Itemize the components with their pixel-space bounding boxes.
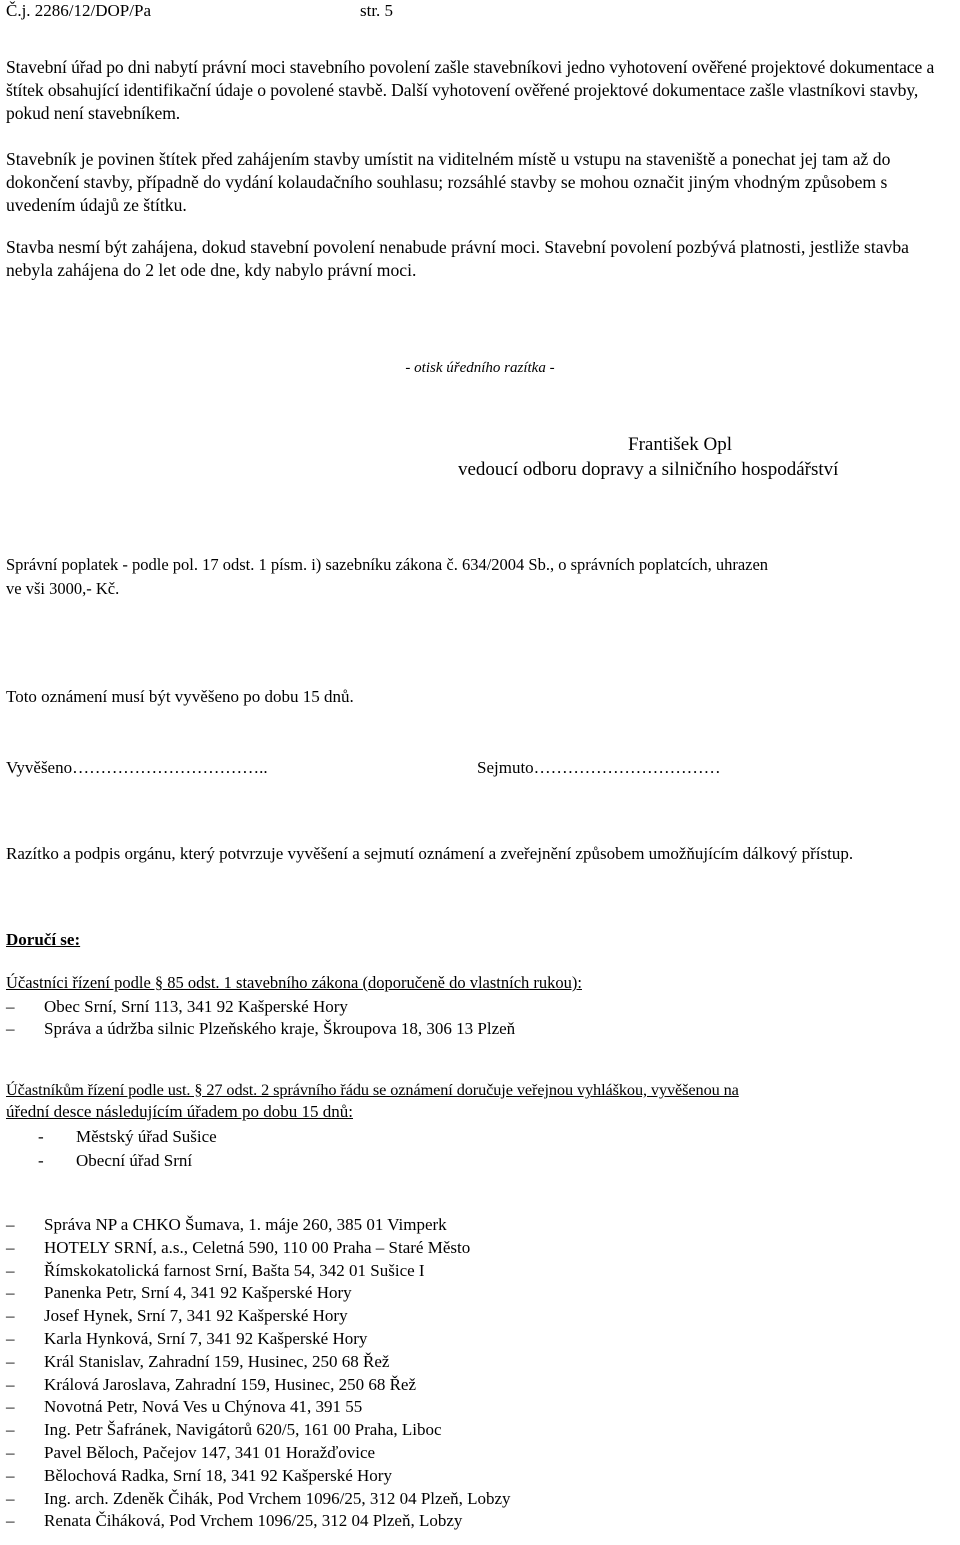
recipient-item: – Králová Jaroslava, Zahradní 159, Husinec, 250 68 Řež: [6, 1374, 416, 1394]
dash-marker: –: [6, 1237, 15, 1257]
signatory-name: František Opl: [628, 434, 732, 455]
recipient-item: – Josef Hynek, Srní 7, 341 92 Kašperské Hory: [6, 1306, 348, 1326]
office-item: - Obecní úřad Srní: [38, 1151, 193, 1170]
dash-marker: –: [6, 1443, 15, 1462]
recipient-item: – Král Stanislav, Zahradní 159, Husinec, 250 68 Řež: [6, 1351, 390, 1371]
dash-marker: –: [6, 1511, 15, 1531]
paragraph-2: Stavebník je povinen štítek před zahájením stavby umístit na viditelném místě u vstupu na staveniště a ponechat jej tam až do dokončení stavby, případně do vydání kolaudačního souhlasu; rozsáhlé stavby se mohou označit jiným vhodným způsobem s uvedením údajů ze štítku.: [6, 149, 891, 215]
recipient-item: – Bělochová Radka, Srní 18, 341 92 Kašperské Hory: [6, 1465, 392, 1485]
dash-marker: –: [6, 1397, 15, 1417]
public-notice-heading-2: úřední desce následujícím úřadem po dobu 15 dnů:: [6, 1102, 353, 1121]
stamp-note: - otisk úředního razítka -: [405, 360, 555, 376]
recipient-item: – Pavel Běloch, Pačejov 147, 341 01 Horažďovice: [6, 1443, 376, 1462]
fee-line-2: ve vši 3000,- Kč.: [6, 579, 120, 598]
dash-marker: –: [6, 1283, 15, 1303]
posting-stamp-text: Razítko a podpis orgánu, který potvrzuje vyvěšení a sejmutí oznámení a zveřejnění způsobem umožňujícím dálkový přístup.: [6, 844, 854, 863]
recipient-item: – Ing. Petr Šafránek, Navigátorů 620/5, 161 00 Praha, Liboc: [6, 1420, 442, 1440]
dash-marker: –: [6, 1351, 15, 1371]
recipient-item: – Správa NP a CHKO Šumava, 1. máje 260, 385 01 Vimperk: [6, 1215, 447, 1234]
dash-marker: –: [6, 1488, 15, 1508]
dash-marker: –: [6, 1329, 15, 1348]
recipient-item: – Římskokatolická farnost Srní, Bašta 54, 342 01 Sušice I: [6, 1260, 425, 1280]
participant-item: – Obec Srní, Srní 113, 341 92 Kašperské Hory: [6, 997, 348, 1016]
page-number: str. 5: [360, 1, 394, 20]
hyphen-marker: -: [38, 1127, 44, 1146]
hyphen-marker: -: [38, 1151, 44, 1170]
posted-field: Vyvěšeno……………………………..: [6, 758, 268, 777]
dash-marker: –: [6, 1215, 15, 1234]
dash-marker: –: [6, 1260, 15, 1280]
dash-marker: –: [6, 1306, 15, 1326]
dash-marker: –: [6, 997, 15, 1016]
dash-marker: –: [6, 1374, 15, 1394]
public-notice-heading-1: Účastníkům řízení podle ust. § 27 odst. 2 správního řádu se oznámení doručuje veřejnou vyhláškou, vyvěšenou na: [6, 1080, 739, 1099]
paragraph-1: Stavební úřad po dni nabytí právní moci stavebního povolení zašle stavebníkovi jedno vyhotovení ověřené projektové dokumentace a štítek obsahující identifikační údaje o povolené stavbě. Další vyhotovení ověřené projektové dokumentace zašle vlastníkovi stavby, pokud není stavebníkem.: [6, 57, 935, 123]
document-reference: Č.j. 2286/12/DOP/Pa: [6, 1, 151, 20]
office-item: - Městský úřad Sušice: [38, 1127, 217, 1146]
removed-field: Sejmuto……………………………: [477, 758, 721, 777]
recipient-item: – Ing. arch. Zdeněk Čihák, Pod Vrchem 1096/25, 312 04 Plzeň, Lobzy: [6, 1488, 511, 1508]
recipient-item: – Novotná Petr, Nová Ves u Chýnova 41, 391 55: [6, 1397, 363, 1417]
recipient-item: – Renata Čiháková, Pod Vrchem 1096/25, 312 04 Plzeň, Lobzy: [6, 1511, 463, 1531]
recipient-item: – Panenka Petr, Srní 4, 341 92 Kašperské Hory: [6, 1283, 352, 1303]
participants-heading: Účastníci řízení podle § 85 odst. 1 stavebního zákona (doporučeně do vlastních rukou):: [6, 973, 582, 992]
delivery-heading: Doručí se:: [6, 930, 81, 949]
paragraph-3: Stavba nesmí být zahájena, dokud stavební povolení nenabude právní moci. Stavební povolení pozbývá platnosti, jestliže stavba nebyla zahájena do 2 let ode dne, kdy nabylo právní moci.: [6, 237, 909, 280]
recipient-item: – Karla Hynková, Srní 7, 341 92 Kašperské Hory: [6, 1329, 368, 1348]
signatory-title: vedoucí odboru dopravy a silničního hospodářství: [458, 459, 839, 480]
dash-marker: –: [6, 1465, 15, 1485]
recipient-item: – HOTELY SRNÍ, a.s., Celetná 590, 110 00 Praha – Staré Město: [6, 1237, 471, 1257]
dash-marker: –: [6, 1019, 15, 1038]
fee-line-1: Správní poplatek - podle pol. 17 odst. 1 písm. i) sazebníku zákona č. 634/2004 Sb., o správních poplatcích, uhrazen: [6, 555, 769, 574]
posting-notice: Toto oznámení musí být vyvěšeno po dobu 15 dnů.: [6, 687, 354, 706]
participant-item: – Správa a údržba silnic Plzeňského kraje, Škroupova 18, 306 13 Plzeň: [6, 1019, 516, 1038]
dash-marker: –: [6, 1420, 15, 1440]
